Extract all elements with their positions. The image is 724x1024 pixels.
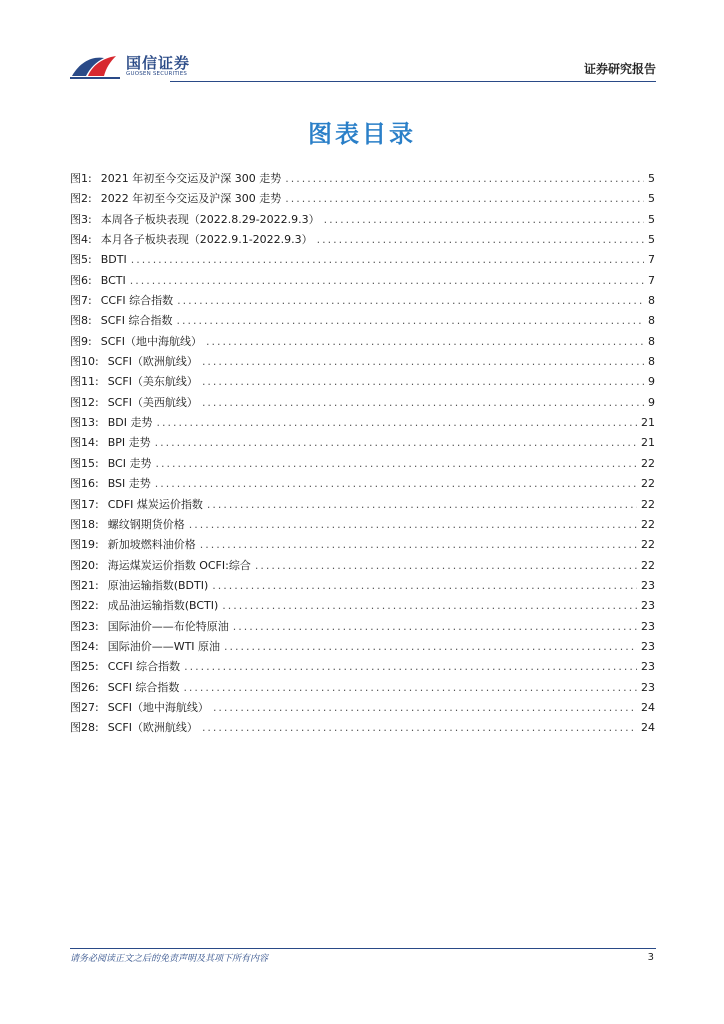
page-header — [70, 50, 656, 84]
toc-entry-title: CCFI 综合指数 — [100, 294, 174, 308]
toc-entry-title: 本月各子板块表现（2022.9.1-2022.9.3） — [100, 233, 313, 247]
toc-entry-leader — [130, 271, 644, 291]
toc-entry-page: 22 — [641, 558, 655, 572]
toc-entry-title: BSI 走势 — [107, 477, 151, 491]
toc-entry-title: BDTI — [100, 253, 127, 267]
toc-entry-page: 22 — [641, 477, 655, 491]
toc-entry-title: CDFI 煤炭运价指数 — [107, 497, 203, 511]
toc-entry[interactable] — [70, 535, 655, 555]
toc-entry-number: 图8: — [70, 314, 92, 328]
toc-entry-page: 7 — [648, 273, 655, 287]
toc-entry-leader — [176, 311, 644, 331]
toc-entry-page: 22 — [641, 517, 655, 531]
toc-entry-title: BPI 走势 — [107, 436, 151, 450]
toc-entry-title: 2021 年初至今交运及沪深 300 走势 — [100, 172, 282, 185]
toc-entry-leader — [155, 474, 637, 494]
toc-entry-leader — [222, 596, 637, 616]
toc-entry[interactable] — [70, 698, 655, 718]
toc-entry[interactable] — [70, 515, 655, 535]
toc-entry-leader — [255, 556, 637, 576]
page-title: 图表目录 — [308, 120, 416, 148]
toc-entry-number: 图1: — [70, 172, 92, 185]
toc-entry[interactable] — [70, 413, 655, 433]
toc-entry-number: 图18: — [70, 517, 99, 531]
toc-entry-leader — [324, 210, 644, 230]
footer-disclaimer: 请务必阅读正文之后的免责声明及其项下所有内容 — [70, 954, 269, 964]
toc-entry[interactable] — [70, 718, 655, 738]
toc-entry-page: 8 — [648, 294, 655, 308]
toc-entry-title: SCFI 综合指数 — [107, 680, 180, 694]
toc-entry-title: BDI 走势 — [107, 416, 153, 430]
toc-entry-number: 图3: — [70, 212, 92, 226]
toc-entry-page: 9 — [648, 375, 655, 389]
toc-entry-number: 图17: — [70, 497, 99, 511]
toc-entry-number: 图2: — [70, 192, 92, 206]
toc-entry-page: 23 — [641, 680, 655, 694]
toc-entry-number: 图5: — [70, 253, 92, 267]
toc-entry-title: BCI 走势 — [107, 456, 152, 470]
toc-entry-page: 22 — [641, 456, 655, 470]
toc-entry-number: 图22: — [70, 599, 99, 613]
toc-entry-number: 图25: — [70, 660, 99, 674]
toc-entry[interactable] — [70, 189, 655, 209]
toc-entry-page: 22 — [641, 538, 655, 552]
toc-entry-number: 图23: — [70, 619, 99, 633]
toc-entry-title: SCFI（美西航线） — [107, 395, 198, 409]
toc-entry[interactable] — [70, 454, 655, 474]
toc-entry-title: SCFI（欧洲航线） — [107, 721, 198, 735]
toc-entry-number: 图13: — [70, 416, 99, 430]
toc-entry-number: 图12: — [70, 395, 99, 409]
toc-entry-number: 图26: — [70, 680, 99, 694]
toc-entry-number: 图10: — [70, 355, 99, 369]
toc-entry-number: 图27: — [70, 700, 99, 714]
toc-entry[interactable] — [70, 637, 655, 657]
toc-entry-leader — [317, 230, 644, 250]
toc-entry-number: 图9: — [70, 334, 92, 348]
toc-entry-page: 5 — [648, 212, 655, 226]
toc-entry-number: 图7: — [70, 294, 92, 308]
toc-entry[interactable] — [70, 617, 655, 637]
toc-entry-leader — [224, 637, 637, 657]
toc-entry-leader — [155, 433, 637, 453]
guosen-logo-icon — [70, 52, 122, 82]
toc-entry-leader — [207, 495, 637, 515]
toc-entry-page: 21 — [641, 436, 655, 450]
toc-entry[interactable] — [70, 291, 655, 311]
toc-entry-leader — [202, 352, 644, 372]
toc-entry-title: BCTI — [100, 273, 126, 287]
toc-entry-number: 图28: — [70, 721, 99, 735]
toc-entry-title: 海运煤炭运价指数 OCFI:综合 — [107, 558, 251, 572]
toc-entry-number: 图4: — [70, 233, 92, 247]
toc-entry-leader — [155, 454, 637, 474]
toc-entry-leader — [200, 535, 637, 555]
toc-entry[interactable] — [70, 311, 655, 331]
toc-entry[interactable] — [70, 556, 655, 576]
toc-entry[interactable] — [70, 352, 655, 372]
toc-entry-number: 图21: — [70, 578, 99, 592]
toc-entry-page: 21 — [641, 416, 655, 430]
toc-entry[interactable] — [70, 474, 655, 494]
toc-entry-number: 图15: — [70, 456, 99, 470]
toc-entry-title: 国际油价——布伦特原油 — [107, 619, 229, 633]
toc-entry-title: SCFI 综合指数 — [100, 314, 173, 328]
toc-entry-title: 2022 年初至今交运及沪深 300 走势 — [100, 192, 282, 206]
toc-entry-number: 图11: — [70, 375, 99, 389]
toc-entry-title: SCFI（美东航线） — [107, 375, 198, 389]
toc-entry-page: 24 — [641, 721, 655, 735]
toc-entry-title: 原油运输指数(BDTI) — [107, 578, 209, 592]
toc-entry[interactable] — [70, 332, 655, 352]
toc-entry-title: 本周各子板块表现（2022.8.29-2022.9.3） — [100, 212, 320, 226]
toc-entry[interactable] — [70, 169, 655, 189]
toc-entry-leader — [206, 332, 644, 352]
toc-entry-page: 23 — [641, 619, 655, 633]
toc-entry-title: 新加坡燃料油价格 — [107, 538, 196, 552]
toc-entry-title: 螺纹钢期货价格 — [107, 517, 185, 531]
guosen-logo — [70, 50, 200, 84]
toc-entry-title: CCFI 综合指数 — [107, 660, 181, 674]
header-divider — [170, 81, 656, 82]
toc-entry-page: 7 — [648, 253, 655, 267]
toc-entry[interactable] — [70, 393, 655, 413]
toc-entry-page: 8 — [648, 334, 655, 348]
toc-entry[interactable] — [70, 250, 655, 270]
figure-list — [70, 169, 655, 739]
toc-entry-page: 22 — [641, 497, 655, 511]
toc-entry[interactable] — [70, 576, 655, 596]
toc-entry-leader — [285, 169, 644, 189]
toc-entry-number: 图6: — [70, 273, 92, 287]
toc-entry-title: SCFI（欧洲航线） — [107, 355, 198, 369]
toc-entry-number: 图19: — [70, 538, 99, 552]
toc-entry[interactable] — [70, 230, 655, 250]
toc-entry[interactable] — [70, 210, 655, 230]
toc-entry-page: 5 — [648, 172, 655, 185]
toc-entry-page: 8 — [648, 355, 655, 369]
toc-entry-page: 24 — [641, 700, 655, 714]
footer-divider — [70, 948, 656, 949]
page-number: 3 — [647, 952, 654, 963]
toc-entry-title: 国际油价——WTI 原油 — [107, 639, 221, 653]
toc-entry-number: 图16: — [70, 477, 99, 491]
toc-entry-leader — [202, 372, 644, 392]
toc-entry-leader — [202, 393, 644, 413]
toc-entry-leader — [213, 698, 637, 718]
toc-entry-leader — [233, 617, 637, 637]
toc-entry[interactable] — [70, 271, 655, 291]
toc-entry[interactable] — [70, 678, 655, 698]
toc-entry-leader — [285, 189, 644, 209]
logo-chinese-name: 国信证券 — [126, 54, 191, 72]
toc-entry-leader — [177, 291, 644, 311]
toc-entry-page: 23 — [641, 639, 655, 653]
toc-entry-leader — [189, 515, 637, 535]
toc-entry-leader — [156, 413, 637, 433]
toc-entry-title: SCFI（地中海航线） — [100, 334, 202, 348]
toc-entry-number: 图20: — [70, 558, 99, 572]
toc-entry-page: 23 — [641, 578, 655, 592]
toc-entry-page: 5 — [648, 192, 655, 206]
toc-entry-leader — [184, 657, 637, 677]
toc-entry-page: 8 — [648, 314, 655, 328]
report-type-label: 证券研究报告 — [583, 62, 656, 76]
toc-entry-leader — [212, 576, 637, 596]
toc-entry-leader — [131, 250, 644, 270]
toc-entry[interactable] — [70, 596, 655, 616]
toc-entry[interactable] — [70, 372, 655, 392]
toc-entry-page: 5 — [648, 233, 655, 247]
toc-entry-title: SCFI（地中海航线） — [107, 700, 209, 714]
toc-entry[interactable] — [70, 495, 655, 515]
toc-entry[interactable] — [70, 657, 655, 677]
toc-entry-leader — [202, 718, 637, 738]
toc-entry-page: 9 — [648, 395, 655, 409]
toc-entry-page: 23 — [641, 660, 655, 674]
logo-english-name: GUOSEN SECURITIES — [126, 71, 188, 77]
toc-entry-leader — [183, 678, 637, 698]
toc-entry-number: 图14: — [70, 436, 99, 450]
toc-entry[interactable] — [70, 433, 655, 453]
toc-entry-title: 成品油运输指数(BCTI) — [107, 599, 219, 613]
toc-entry-page: 23 — [641, 599, 655, 613]
toc-entry-number: 图24: — [70, 639, 99, 653]
